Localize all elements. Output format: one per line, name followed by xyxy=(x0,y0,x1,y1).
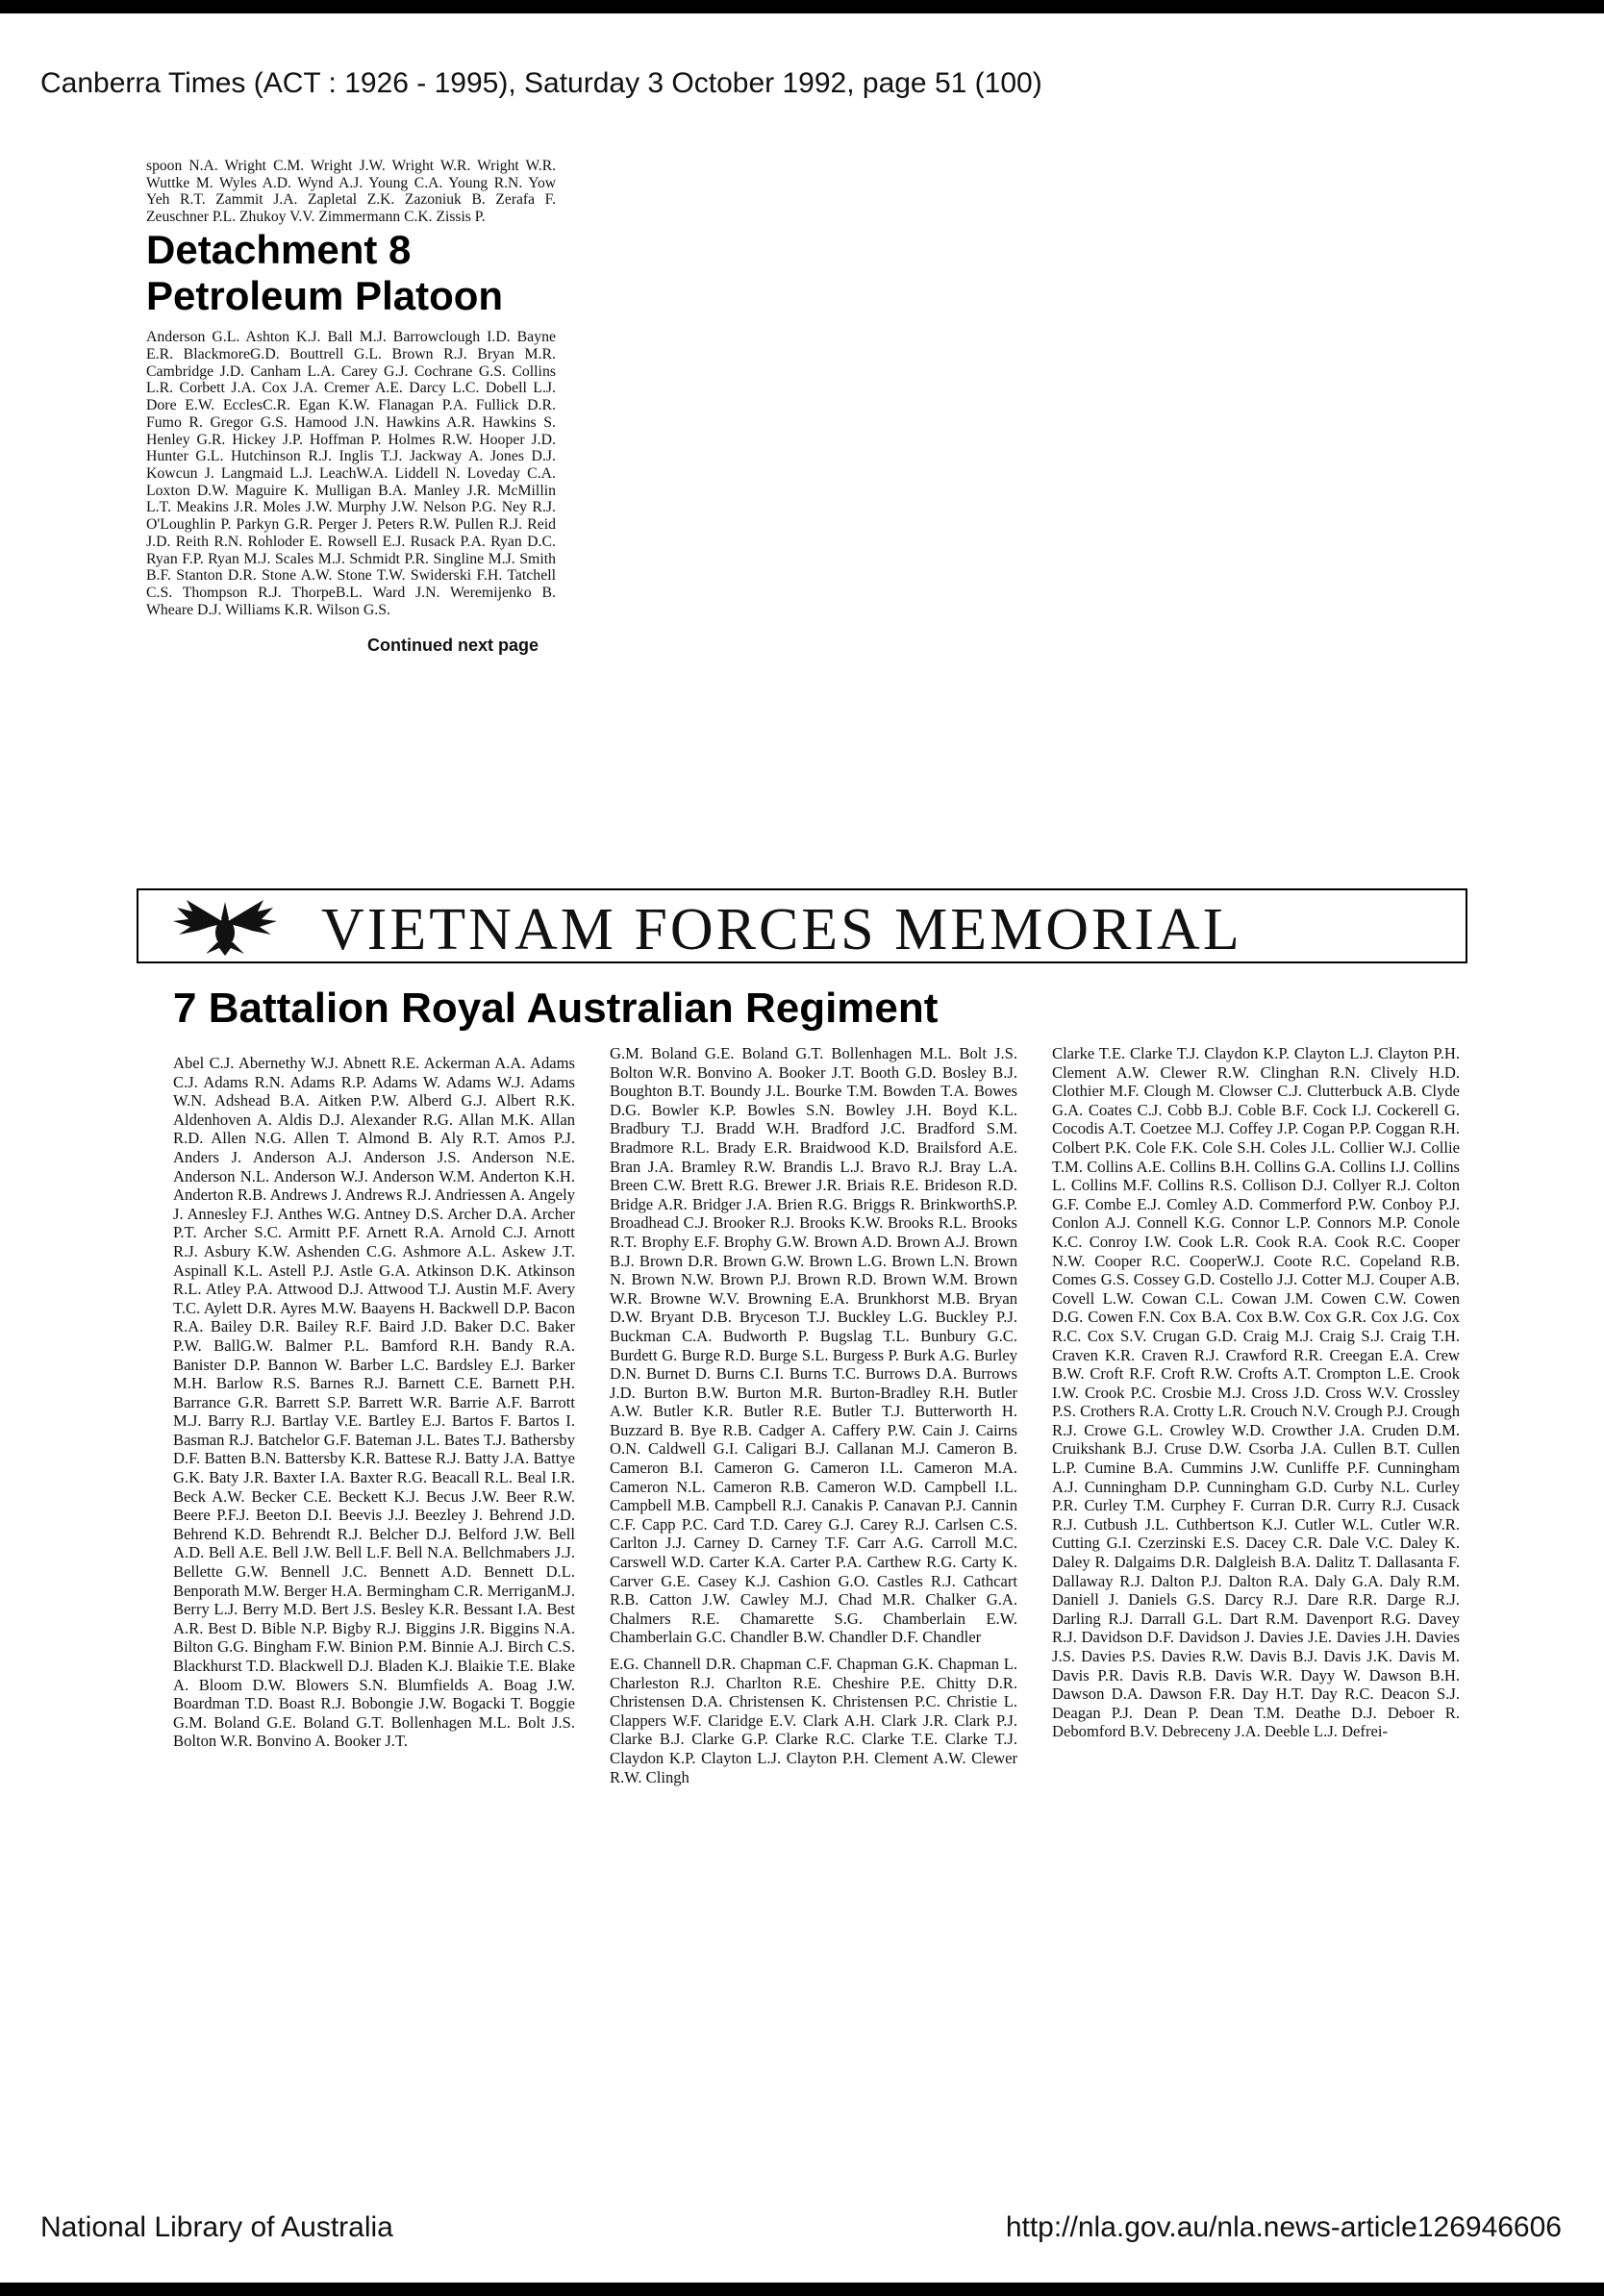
platoon-names: Anderson G.L. Ashton K.J. Ball M.J. Barrowclough I.D. Bayne E.R. BlackmoreG.D. Bouttrell G.L. Brown R.J. Bryan M.R. Cambridge J.D. Canham L.A. Carey G.J. Cochrane G.S. Collins L.R. Corbett J.A. Cox J.A. Cremer A.E. Darcy L.C. Dobell L.J. Dore E.W. EcclesC.R. Egan K.W. Flanagan P.A. Fullick D.R. Fumo R. Gregor G.S. Hamood J.N. Hawkins A.R. Hawkins S. Henley G.R. Hickey J.P. Hoffman P. Holmes R.W. Hooper J.D. Hunter G.L. Hutchinson R.J. Inglis T.J. Jackway A. Jones D.J. Kowcun J. Langmaid L.J. LeachW.A. Liddell N. Loveday C.A. Loxton D.W. Maguire K. Mulligan B.A. Manley J.R. McMillin L.T. Meakins J.R. Moles J.W. Murphy J.W. Nelson P.G. Ney R.J. O'Loughlin P. Parkyn G.R. Perger J. Peters R.W. Pullen R.J. Reid J.D. Reith R.N. Rohloder E. Rowsell E.J. Rusack P.A. Ryan D.C. Ryan F.P. Ryan M.J. Scales M.J. Schmidt P.R. Singline M.J. Smith B.F. Stanton D.R. Stone A.W. Stone T.W. Swiderski F.H. Tatchell C.S. Thompson R.J. ThorpeB.L. Ward J.N. Weremijenko B. Wheare D.J. Williams K.R. Wilson G.S. xyxy=(146,329,556,618)
article-citation: Canberra Times (ACT : 1926 - 1995), Saturday 3 October 1992, page 51 (100) xyxy=(40,67,1042,99)
article-url[interactable]: http://nla.gov.au/nla.news-article126946606 xyxy=(1005,2211,1562,2243)
continued-note: Continued next page xyxy=(366,636,539,656)
banner-title: VIETNAM FORCES MEMORIAL xyxy=(321,897,1242,962)
column-3 xyxy=(1052,1044,1460,1984)
column-1-names: Abel C.J. Abernethy W.J. Abnett R.E. Ackerman A.A. Adams C.J. Adams R.N. Adams R.P. Adams W. Adams W.J. Adams W.N. Adshead B.A. Aitken P.W. Alberd G.J. Albert R.K. Aldenhoven A. Aldis D.J. Alexander R.G. Allan M.K. Allan R.D. Allen N.G. Allen T. Almond B. Aly R.T. Amos P.J. Anders J. Anderson A.J. Anderson J.S. Anderson N.E. Anderson N.L. Anderson W.J. Anderson W.M. Anderton K.H. Anderton R.B. Andrews J. Andrews R.J. Andriessen A. Angely J. Annesley F.J. Anthes W.G. Antney D.S. Archer D.A. Archer P.T. Archer S.C. Armitt P.F. Arnett R.A. Arnold C.J. Arnott R.J. Asbury K.W. Ashenden C.G. Ashmore A.L. Askew J.T. Aspinall K.L. Astell P.J. Astle G.A. Atkinson D.K. Atkinson R.L. Atley P.A. Attwood D.J. Attwood T.J. Austin M.F. Avery T.C. Aylett D.R. Ayres M.W. Baayens H. Backwell D.P. Bacon R.A. Bailey D.R. Bailey R.F. Baird J.D. Baker D.C. Baker P.W. BallG.W. Balmer P.L. Bamford R.H. Bandy R.A. Banister D.P. Bannon W. Barber L.C. Bardsley E.J. Barker M.H. Barlow R.S. Barnes R.J. Barnett C.E. Barnett P.H. Barrance G.R. Barrett S.P. Barrett W.R. Barrie A.F. Barrott M.J. Barry R.J. Bartlay V.E. Bartley E.J. Bartos F. Bartos I. Basman R.J. Batchelor G.F. Bateman J.L. Bates T.J. Bathersby D.F. Batten B.N. Battersby K.R. Battese R.J. Batty J.A. Battye G.K. Baty J.R. Baxter I.A. Baxter R.G. Beacall R.L. Beal I.R. Beck A.W. Becker C.E. Beckett K.J. Becus J.W. Beer R.W. Beere P.F.J. Beeton D.I. Beevis J.J. Beezley J. Behrend J.D. Behrend K.D. Behrendt R.J. Belcher D.J. Belford J.W. Bell A.D. Bell A.E. Bell J.W. Bell L.F. Bell N.A. Bellchmabers J.J. Bellette G.W. Bennell J.C. Bennett A.D. Bennett D.L. Benporath M.W. Berger H.A. Bermingham C.R. MerriganM.J. Berry L.J. Berry M.D. Bert J.S. Besley K.R. Bessant I.A. Best A.R. Best D. Bible N.P. Bigby R.J. Biggins J.R. Biggins N.A. Bilton G.G. Bingham F.W. Binion P.M. Binnie A.J. Birch C.S. Blackhurst T.D. Blackwell D.J. Bladen K.J. Blaikie T.E. Blake A. Bloom D.W. Blowers S.N. Blumfields A. Boag J.W. Boardman T.D. Boast R.J. Bobongie J.W. Bogacki T. Boggie G.M. Boland G.E. Boland G.T. Bollenhagen M.L. Bolt J.S. Bolton W.R. Bonvino A. Booker J.T. xyxy=(173,1054,575,1751)
battalion-heading: 7 Battalion Royal Australian Regiment xyxy=(173,985,939,1032)
column-2-names-continued: E.G. Channell D.R. Chapman C.F. Chapman G.K. Chapman L. Charleston R.J. Charlton R.E. Cheshire P.E. Chitty D.R. Christensen D.A. Christensen K. Christensen P.C. Christie L. Clappers W.F. Claridge E.V. Clark A.H. Clark J.R. Clark P.J. Clarke B.J. Clarke G.P. Clarke R.C. Clarke T.E. Clarke T.J. Claydon K.P. Clayton L.J. Clayton P.H. Clement A.W. Clewer R.W. Clingh xyxy=(610,1655,1017,1786)
top-clipping xyxy=(146,158,556,877)
rising-sun-badge-icon xyxy=(167,894,283,956)
section-heading: Detachment 8 Petroleum Platoon xyxy=(146,227,504,319)
memorial-banner xyxy=(137,888,1467,963)
page xyxy=(0,13,1604,2283)
column-1 xyxy=(173,1054,575,1984)
library-name: National Library of Australia xyxy=(40,2211,393,2243)
intro-names: spoon N.A. Wright C.M. Wright J.W. Wright W.R. Wright W.R. Wuttke M. Wyles A.D. Wynd A.J. Young C.A. Young R.N. Yow Yeh R.T. Zammit J.A. Zapletal Z.K. Zazoniuk B. Zerafa F. Zeuschner P.L. Zhukoy V.V. Zimmermann C.K. Zissis P. xyxy=(146,158,556,225)
column-3-names: Clarke T.E. Clarke T.J. Claydon K.P. Clayton L.J. Clayton P.H. Clement A.W. Clewer R.W. Clinghan R.N. Clively H.D. Clothier M.F. Clough M. Clowser C.J. Clutterbuck A.B. Clyde G.A. Coates C.J. Cobb B.J. Coble B.F. Cock I.J. Cockerell G. Cocodis A.T. Coetzee M.J. Coffey J.P. Cogan P.P. Coggan R.H. Colbert P.K. Cole F.K. Cole S.H. Coles J.L. Collier W.J. Collie T.M. Collins A.E. Collins B.H. Collins G.A. Collins I.J. Collins L. Collins M.F. Collins R.S. Collison D.J. Collyer R.J. Colton G.F. Combe E.J. Comley A.D. Commerford P.W. Conboy P.J. Conlon A.J. Connell K.G. Connor L.P. Connors M.P. Conole K.C. Conroy I.W. Cook L.R. Cook R.A. Cook R.C. Cooper N.W. Cooper R.C. CooperW.J. Coote R.C. Copeland R.B. Comes G.S. Cossey G.D. Costello J.J. Cotter M.J. Couper A.B. Covell L.W. Cowan C.L. Cowan J.M. Cowen C.W. Cowen D.G. Cowen F.N. Cox B.A. Cox B.W. Cox G.R. Cox J.G. Cox R.C. Cox S.V. Crugan G.D. Craig M.J. Craig S.J. Craig T.H. Craven K.R. Craven R.J. Crawford R.R. Creegan E.A. Crew B.W. Croft R.F. Croft R.W. Crofts A.T. Crompton L.E. Crook I.W. Crook P.C. Crosbie M.J. Cross J.D. Cross W.V. Crossley P.S. Crothers R.A. Crotty L.R. Crouch N.V. Crough P.J. Crough R.J. Crowe G.L. Crowley W.D. Crowther J.A. Cruden D.M. Cruikshank B.J. Cruse D.W. Csorba J.A. Cullen B.T. Cullen L.P. Cumine B.A. Cummins J.W. Cunliffe P.F. Cunningham A.J. Cunningham D.P. Cunningham G.D. Curby N.L. Curley P.R. Curley T.M. Curphey F. Curran D.R. Curry R.J. Cusack R.J. Cutbush J.L. Cuthbertson K.J. Cutler W.L. Cutler W.R. Cutting G.I. Czerzinski E.S. Dacey C.R. Dale V.C. Daley K. Daley R. Dalgaims D.R. Dalgleish B.A. Dalitz T. Dallasanta F. Dallaway R.J. Dalton P.J. Dalton R.A. Daly G.A. Daly R.M. Daniell J. Daniels G.S. Darcy R.J. Dare R.R. Darge R.J. Darling R.J. Darrall G.L. Dart R.M. Davenport R.G. Davey R.J. Davidson D.F. Davidson J. Davies J.E. Davies J.H. Davies J.S. Davies P.S. Davies R.W. Davis B.J. Davis J.K. Davis M. Davis P.R. Davis R.B. Davis W.R. Dayy W. Dawson B.H. Dawson D.A. Dawson F.R. Day H.T. Day R.C. Deacon S.J. Deagan P.J. Dean P. Dean T.M. Deathe D.J. Deboer R. Debomford B.V. Debreceny J.A. Deeble L.J. Defrei- xyxy=(1052,1044,1460,1741)
column-2-names: G.M. Boland G.E. Boland G.T. Bollenhagen M.L. Bolt J.S. Bolton W.R. Bonvino A. Booker J.T. Booth G.D. Bosley B.J. Boughton B.T. Boundy J.L. Bourke T.M. Bowden T.A. Bowes D.G. Bowler K.P. Bowles S.N. Bowley J.H. Boyd K.L. Bradbury T.J. Bradd W.H. Bradford J.C. Bradford S.M. Bradmore R.L. Brady E.R. Braidwood K.D. Brailsford A.E. Bran J.A. Bramley R.W. Brandis L.J. Bravo R.J. Bray L.A. Breen C.W. Brett R.G. Brewer J.R. Briais R.E. Brideson R.D. Bridge A.R. Bridger J.A. Brien R.G. Briggs R. BrinkworthS.P. Broadhead C.J. Brooker R.J. Brooks K.W. Brooks R.L. Brooks R.T. Brophy E.F. Brophy G.W. Brown A.D. Brown A.J. Brown B.J. Brown D.R. Brown G.W. Brown L.G. Brown L.N. Brown N. Brown N.W. Brown P.J. Brown R.D. Brown W.M. Brown W.R. Browne W.V. Browning E.A. Brunkhorst M.B. Bryan D.W. Bryant D.B. Bryceson T.J. Buckley L.G. Buckley P.J. Buckman C.A. Budworth P. Bugslag T.L. Bunbury G.C. Burdett G. Burge R.D. Burge S.L. Burgess P. Burk A.G. Burley D.N. Burnet D. Burns C.I. Burns T.C. Burrows D.A. Burrows J.D. Burton B.W. Burton M.R. Burton-Bradley R.H. Butler A.W. Butler K.R. Butler R.E. Butler T.J. Butterworth H. Buzzard B. Bye R.B. Cadger A. Caffery P.W. Cain J. Cairns O.N. Caldwell G.I. Caligari B.J. Callanan M.J. Cameron B. Cameron B.I. Cameron G. Cameron I.L. Cameron M.A. Cameron N.L. Cameron R.B. Cameron W.D. Campbell I.L. Campbell M.B. Campbell R.J. Canakis P. Canavan P.J. Cannin C.F. Capp P.C. Card T.D. Carey G.J. Carey R.J. Carlsen C.S. Carlton J.J. Carney D. Carney T.F. Carr A.G. Carroll M.C. Carswell W.D. Carter K.A. Carter P.A. Carthew R.G. Carty K. Carver G.E. Casey K.J. Cashion G.O. Castles R.J. Cathcart R.B. Catton J.W. Cawley M.J. Chad M.R. Chalker G.A. Chalmers R.E. Chamarette S.G. Chamberlain E.W. Chamberlain G.C. Chandler B.W. Chandler D.F. Chandler xyxy=(610,1044,1017,1647)
column-2 xyxy=(610,1044,1017,1984)
